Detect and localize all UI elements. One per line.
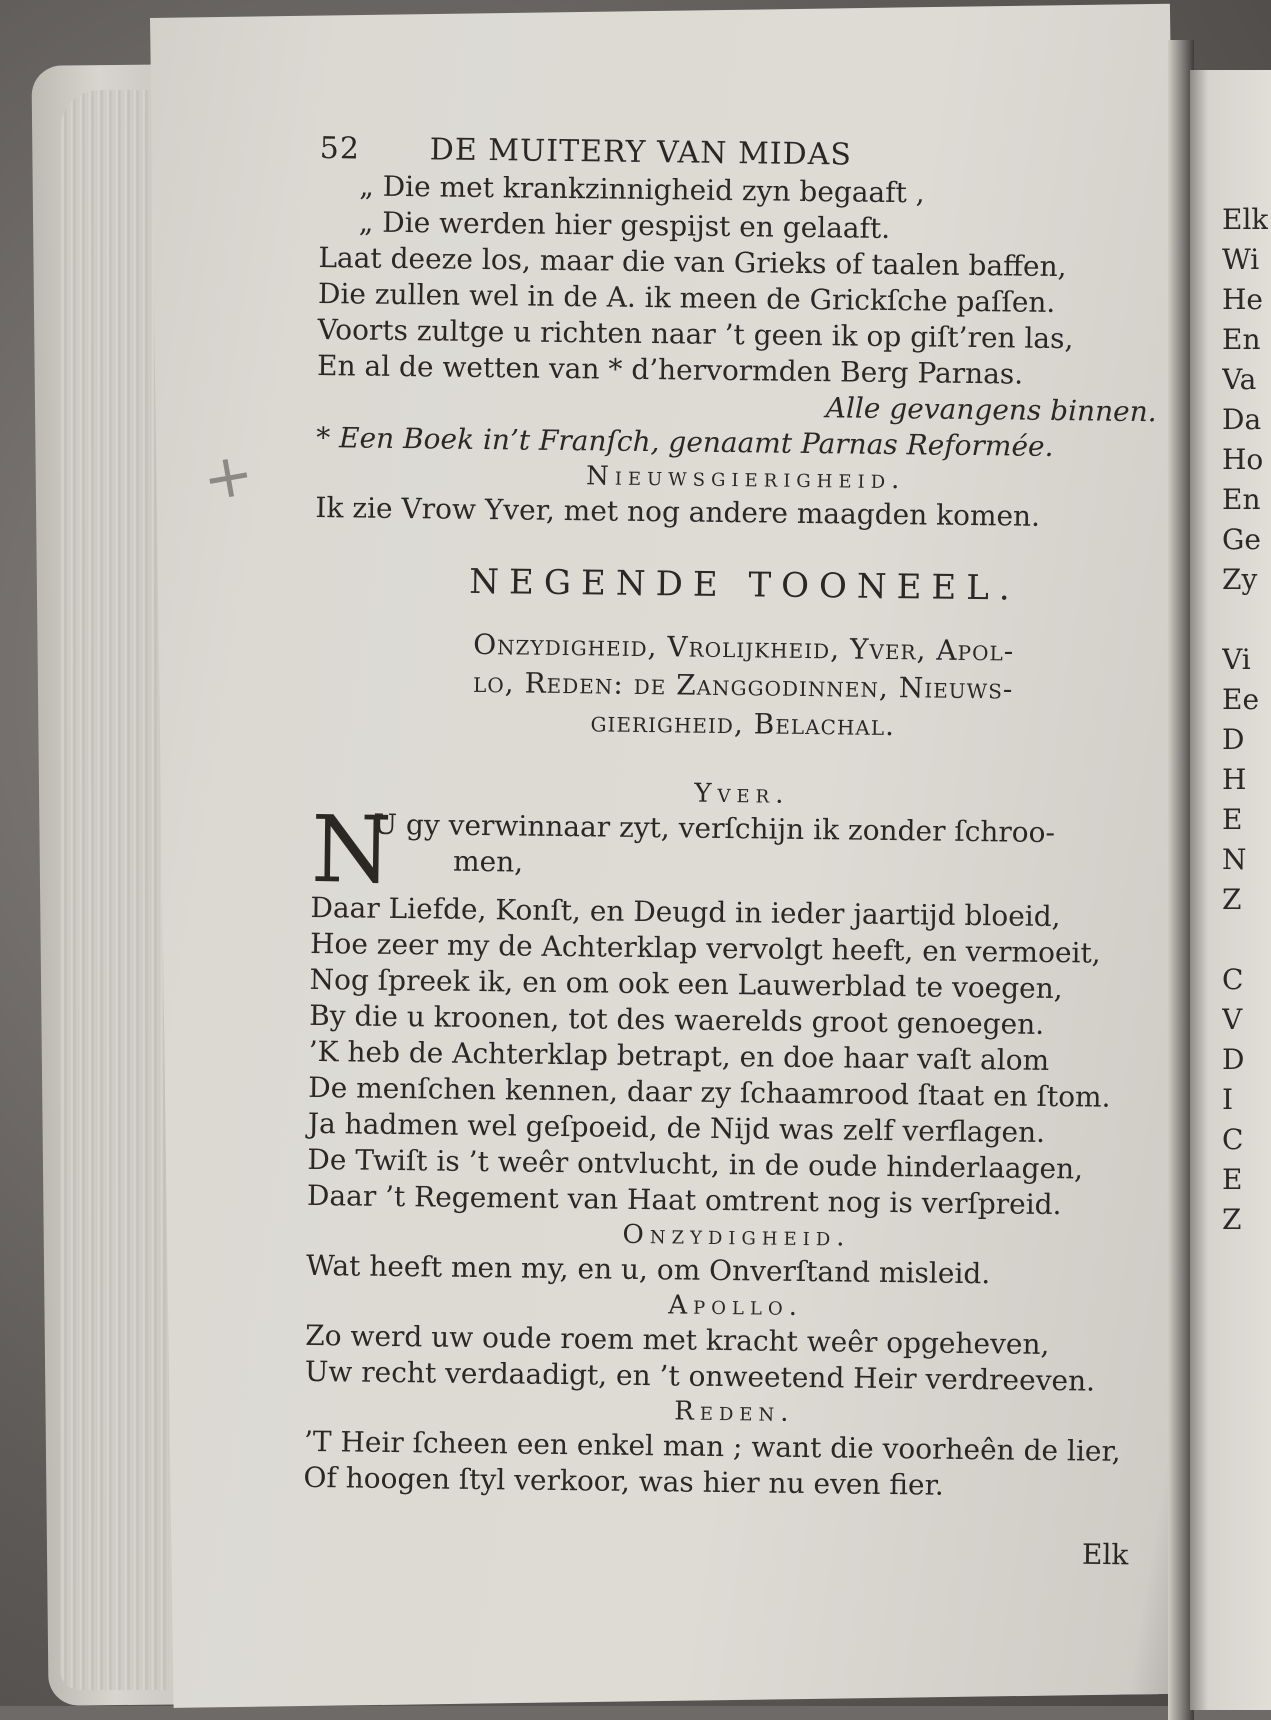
facing-page-fragment: Zy: [1222, 563, 1258, 596]
facing-page-fragment: D: [1222, 723, 1245, 756]
scene-title: NEGENDE TOONEEL.: [469, 561, 1020, 609]
facing-page-fragment: Z: [1222, 1203, 1242, 1236]
verse-line: Uw recht verdaadigt, en ’t onweetend Heir verdreeven.: [304, 1354, 1096, 1398]
facing-page-fragment: V: [1222, 1003, 1243, 1036]
verse-line: De Twiſt is ’t weêr ontvlucht, in de oude hinderlaagen,: [307, 1142, 1084, 1186]
verse-line: By die u kroonen, tot des waerelds groot genoegen.: [308, 998, 1045, 1041]
facing-page-fragment: Vi: [1222, 643, 1251, 676]
verse-line: Daar ’t Regement van Haat omtrent nog is verſpreid.: [306, 1178, 1062, 1222]
speaker-name: Nieuwsgierigheid.: [585, 461, 906, 496]
facing-page-fragment: He: [1222, 283, 1263, 316]
verse-line: „ Die werden hier gespijst en gelaaft.: [358, 205, 891, 245]
facing-page-fragment: Wi: [1222, 243, 1260, 276]
facing-page-fragment: [1222, 920, 1268, 960]
facing-page-fragment: C: [1222, 1123, 1244, 1156]
verse-line: Wat heeft men my, en u, om Onverſtand misleid.: [305, 1248, 991, 1291]
yver-speech: [307, 890, 1171, 1224]
speaker-name: Reden.: [674, 1396, 795, 1428]
verse-line: Of hoogen ſtyl verkoor, was hier nu even fier.: [303, 1460, 945, 1502]
verse-line: Nog ſpreek ik, en om ook een Lauwerblad te voegen,: [309, 962, 1063, 1006]
page-number: 52: [319, 130, 361, 167]
footnote: * Een Boek in’t Franſch, genaamt Parnas Reformée.: [316, 420, 1054, 463]
verse-line: ’T Heir ſcheen een enkel man ; want die voorheên de lier,: [303, 1424, 1121, 1468]
verse-line: Ik zie Vrow Yver, met nog andere maagden komen.: [315, 490, 1041, 533]
verse-top: [317, 168, 1180, 394]
drop-cap: N: [310, 795, 393, 904]
running-title: DE MUITERY VAN MIDAS: [429, 132, 853, 173]
cast-line: gierigheid, Belachal.: [590, 705, 896, 743]
verse-line: Hoe zeer my de Achterklap vervolgt heeft, en vermoeit,: [309, 926, 1101, 970]
facing-page-fragment: Ee: [1222, 683, 1260, 716]
cast-line: lo, Reden: de Zanggodinnen, Nieuws-: [472, 665, 1014, 706]
facing-page-fragment: [1222, 600, 1268, 640]
verse-line: Die zullen wel in de A. ik meen de Grickſche paſſen.: [317, 276, 1056, 319]
facing-page-fragment: E: [1222, 803, 1243, 836]
verse-line: Ja hadmen wel geſpoeid, de Nijd was zelf verflagen.: [307, 1106, 1046, 1149]
facing-page-fragment: D: [1222, 1043, 1245, 1076]
facing-page-fragment: En: [1222, 483, 1261, 516]
stage-direction: Alle gevangens binnen.: [825, 391, 1157, 429]
verse-line: Zo werd uw oude roem met kracht weêr opgeheven,: [305, 1318, 1050, 1362]
verse-line: Laat deeze los, maar die van Grieks of taalen baffen,: [318, 240, 1067, 284]
facing-page-fragment: En: [1222, 323, 1261, 356]
verse-line: Daar Liefde, Konſt, en Deugd in ieder jaartijd bloeid,: [310, 890, 1061, 934]
facing-page-fragment: Z: [1222, 883, 1242, 916]
speaker-name: Onzydigheid.: [622, 1219, 851, 1253]
verse-line: ’K heb de Achterklap betrapt, en doe haar vaſt alom: [308, 1034, 1050, 1077]
facing-page-fragment: E: [1222, 1163, 1243, 1196]
catchword: Elk: [1081, 1537, 1129, 1572]
speaker-name: Yver.: [694, 778, 790, 810]
yver-speech-start: [310, 795, 1172, 904]
facing-page-fragment: N: [1222, 843, 1247, 876]
facing-page-fragment: Ge: [1222, 523, 1261, 556]
facing-page-fragment: Ho: [1222, 443, 1264, 476]
facing-page-fragment: Va: [1222, 363, 1257, 396]
verse-line: men,: [452, 844, 524, 879]
page-text: [303, 130, 1180, 1506]
verse-line: U gy verwinnaar zyt, verſchijn ik zonder ſchroo-: [373, 807, 1056, 850]
cast-line: Onzydigheid, Vrolijkheid, Yver, Apol-: [472, 627, 1015, 668]
verse-line: Voorts zultge u richten naar ’t geen ik op giſt’ren las,: [317, 312, 1074, 356]
facing-page-fragment: I: [1222, 1083, 1234, 1116]
facing-page-fragment: Da: [1222, 403, 1262, 436]
facing-page-fragment: H: [1222, 763, 1247, 796]
facing-page-fragment: C: [1222, 963, 1244, 996]
facing-page-fragment: Elk: [1222, 203, 1269, 236]
verse-line: De menſchen kennen, daar zy ſchaamrood ſtaat en ſtom.: [308, 1070, 1111, 1114]
cast-list: [313, 624, 1174, 748]
pencil-cross-mark: +: [197, 438, 259, 516]
verse-line: „ Die met krankzinnigheid zyn begaaft ,: [359, 169, 925, 210]
facing-page-text: [1222, 200, 1268, 1240]
speaker-name: Apollo.: [668, 1290, 804, 1322]
verse-line: En al de wetten van * d’hervormden Berg Parnas.: [316, 348, 1024, 391]
